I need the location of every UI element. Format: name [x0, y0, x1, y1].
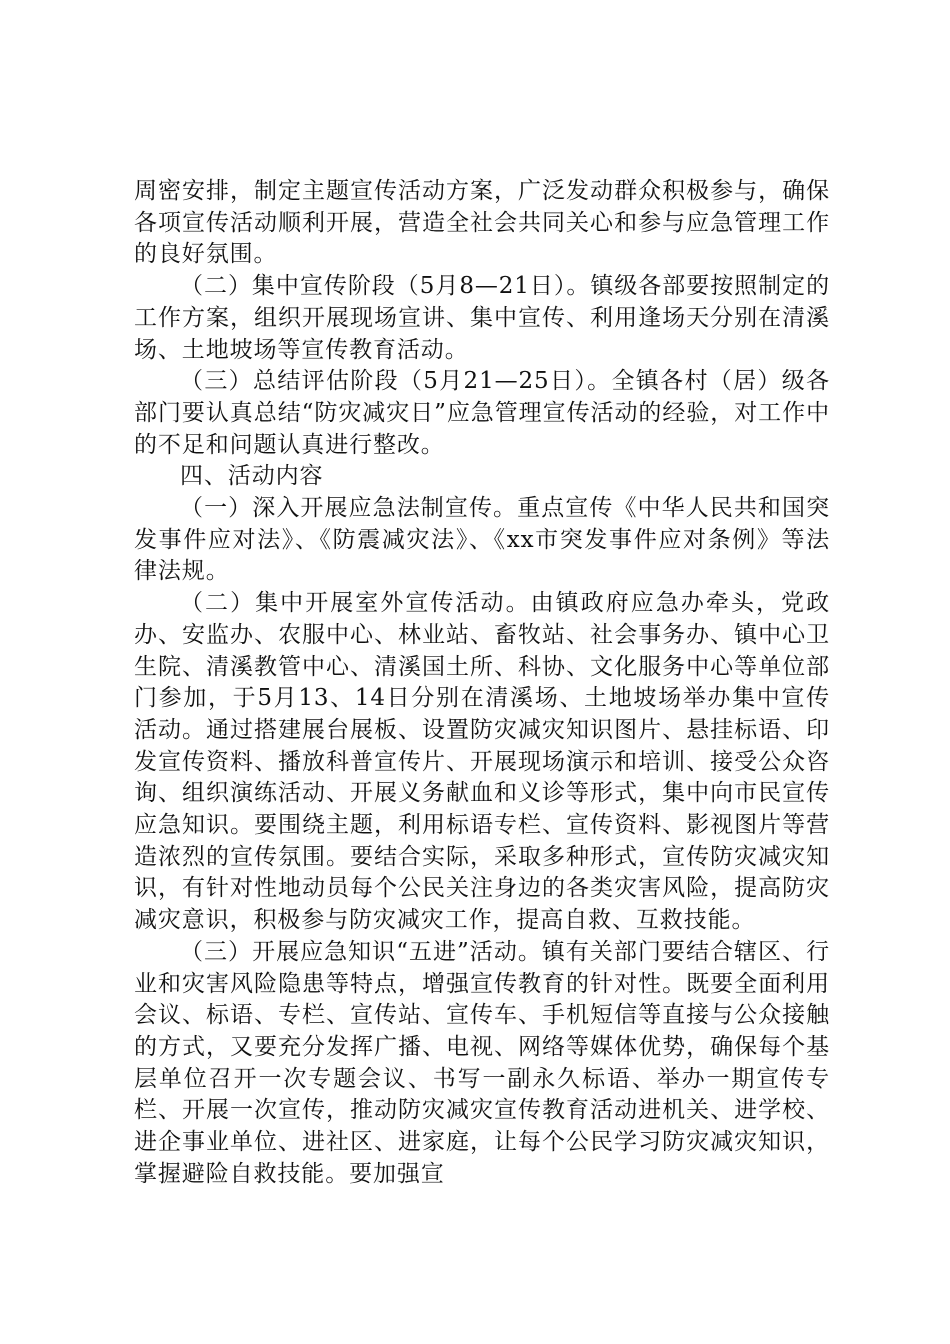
section-heading-activity-content: 四、活动内容	[180, 463, 324, 490]
paragraph-stage-3: （三）总结评估阶段（5月21—25日）。全镇各村（居）级各部门要认真总结“防灾减灾日”应急管理宣传活动的经验，对工作中的不足和问题认真进行整改。	[134, 368, 830, 458]
paragraph-five-entries: （三）开展应急知识“五进”活动。镇有关部门要结合辖区、行业和灾害风险隐患等特点，增强宣传教育的针对性。既要全面利用会议、标语、专栏、宣传站、宣传车、手机短信等直接与公众接触的方式，又要充分发挥广播、电视、网络等媒体优势，确保每个基层单位召开一次专题会议、书写一副永久标语、举办一期宣传专栏、开展一次宣传，推动防灾减灾宣传教育活动进机关、进学校、进企事业单位、进社区、进家庭，让每个公民学习防灾减灾知识，掌握避险自救技能。要加强宣	[134, 938, 830, 1187]
paragraph-continuation: 周密安排，制定主题宣传活动方案，广泛发动群众积极参与，确保各项宣传活动顺利开展，营造全社会共同关心和参与应急管理工作的良好氛围。	[134, 178, 830, 268]
paragraph-legal-publicity: （一）深入开展应急法制宣传。重点宣传《中华人民共和国突发事件应对法》、《防震减灾法》、《xx市突发事件应对条例》等法律法规。	[134, 495, 830, 585]
document-body	[134, 176, 830, 1191]
paragraph-outdoor-activities: （二）集中开展室外宣传活动。由镇政府应急办牵头，党政办、安监办、农服中心、林业站、畜牧站、社会事务办、镇中心卫生院、清溪教管中心、清溪国土所、科协、文化服务中心等单位部门参加，于5月13、14日分别在清溪场、土地坡场举办集中宣传活动。通过搭建展台展板、设置防灾减灾知识图片、悬挂标语、印发宣传资料、播放科普宣传片、开展现场演示和培训、接受公众咨询、组织演练活动、开展义务献血和义诊等形式，集中向市民宣传应急知识。要围绕主题，利用标语专栏、宣传资料、影视图片等营造浓烈的宣传氛围。要结合实际，采取多种形式，宣传防灾减灾知识，有针对性地动员每个公民关注身边的各类灾害风险，提高防灾减灾意识，积极参与防灾减灾工作，提高自救、互救技能。	[134, 590, 830, 934]
paragraph-stage-2: （二）集中宣传阶段（5月8—21日）。镇级各部要按照制定的工作方案，组织开展现场宣讲、集中宣传、利用逢场天分别在清溪场、土地坡场等宣传教育活动。	[134, 273, 830, 363]
